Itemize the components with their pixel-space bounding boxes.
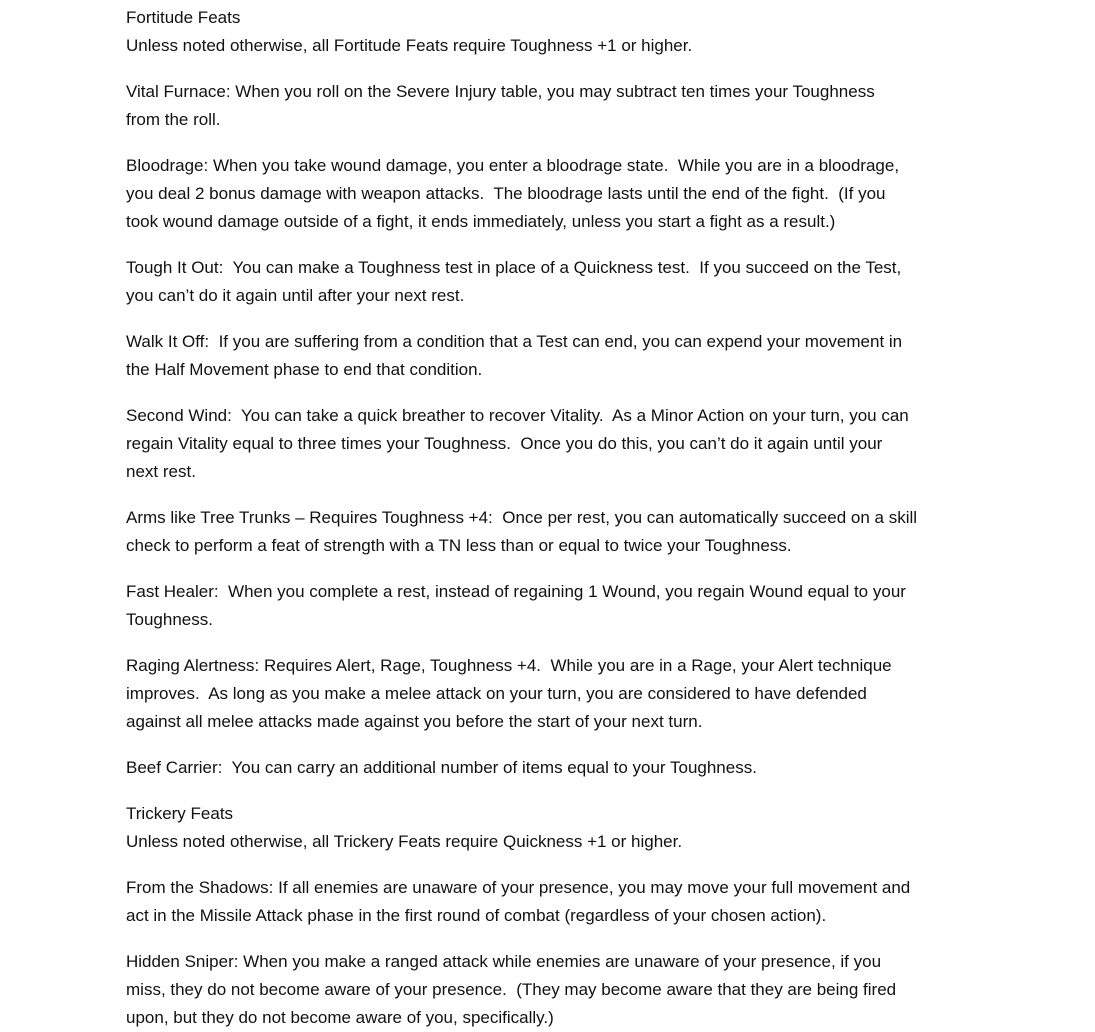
feat-second-wind	[126, 402, 986, 486]
section-heading: Trickery Feats	[126, 804, 234, 823]
feat-tough-it-out	[126, 254, 986, 310]
feat-line: upon, but they do not become aware of you, specifically.)	[126, 1008, 554, 1027]
feat-line: Walk It Off: If you are suffering from a condition that a Test can end, you can expend your movement in	[126, 332, 903, 351]
feat-line: you can’t do it again until after your next rest.	[126, 286, 465, 305]
feat-hidden-sniper	[126, 948, 986, 1032]
section-trickery-feats	[126, 800, 986, 856]
feat-line: improves. As long as you make a melee attack on your turn, you are considered to have defended	[126, 684, 867, 703]
feat-line: From the Shadows: If all enemies are unaware of your presence, you may move your full movement and	[126, 878, 911, 897]
feat-line: Beef Carrier: You can carry an additional number of items equal to your Toughness.	[126, 758, 757, 777]
feat-line: Second Wind: You can take a quick breather to recover Vitality. As a Minor Action on your turn, you can	[126, 406, 909, 425]
section-intro: Unless noted otherwise, all Trickery Feats require Quickness +1 or higher.	[126, 832, 683, 851]
section-intro: Unless noted otherwise, all Fortitude Feats require Toughness +1 or higher.	[126, 36, 693, 55]
feat-from-the-shadows	[126, 874, 986, 930]
feat-line: Hidden Sniper: When you make a ranged attack while enemies are unaware of your presence, if you	[126, 952, 882, 971]
feat-line: Tough It Out: You can make a Toughness test in place of a Quickness test. If you succeed on the Test,	[126, 258, 902, 277]
feat-line: regain Vitality equal to three times your Toughness. Once you do this, you can’t do it again until your	[126, 434, 883, 453]
feat-line: Bloodrage: When you take wound damage, you enter a bloodrage state. While you are in a bloodrage,	[126, 156, 900, 175]
feat-line: the Half Movement phase to end that condition.	[126, 360, 483, 379]
document-page	[126, 4, 986, 1032]
feat-line: took wound damage outside of a fight, it ends immediately, unless you start a fight as a result.)	[126, 212, 836, 231]
feat-arms-like-tree-trunks	[126, 504, 986, 560]
feat-line: miss, they do not become aware of your presence. (They may become aware that they are being fired	[126, 980, 897, 999]
feat-line: you deal 2 bonus damage with weapon attacks. The bloodrage lasts until the end of the fight. (If you	[126, 184, 886, 203]
feat-bloodrage	[126, 152, 986, 236]
feat-line: against all melee attacks made against you before the start of your next turn.	[126, 712, 703, 731]
section-fortitude-feats	[126, 4, 986, 60]
feat-line: Fast Healer: When you complete a rest, instead of regaining 1 Wound, you regain Wound equal to your	[126, 582, 906, 601]
feat-vital-furnace	[126, 78, 986, 134]
feat-line: from the roll.	[126, 110, 221, 129]
feat-line: Toughness.	[126, 610, 213, 629]
section-heading: Fortitude Feats	[126, 8, 241, 27]
feat-line: check to perform a feat of strength with a TN less than or equal to twice your Toughness.	[126, 536, 792, 555]
feat-fast-healer	[126, 578, 986, 634]
feat-line: act in the Missile Attack phase in the first round of combat (regardless of your chosen action).	[126, 906, 827, 925]
feat-line: Arms like Tree Trunks – Requires Toughness +4: Once per rest, you can automatically succeed on a skill	[126, 508, 918, 527]
feat-line: next rest.	[126, 462, 196, 481]
feat-line: Raging Alertness: Requires Alert, Rage, Toughness +4. While you are in a Rage, your Alert technique	[126, 656, 892, 675]
feat-walk-it-off	[126, 328, 986, 384]
feat-beef-carrier	[126, 754, 986, 782]
feat-raging-alertness	[126, 652, 986, 736]
feat-line: Vital Furnace: When you roll on the Severe Injury table, you may subtract ten times your Toughness	[126, 82, 875, 101]
